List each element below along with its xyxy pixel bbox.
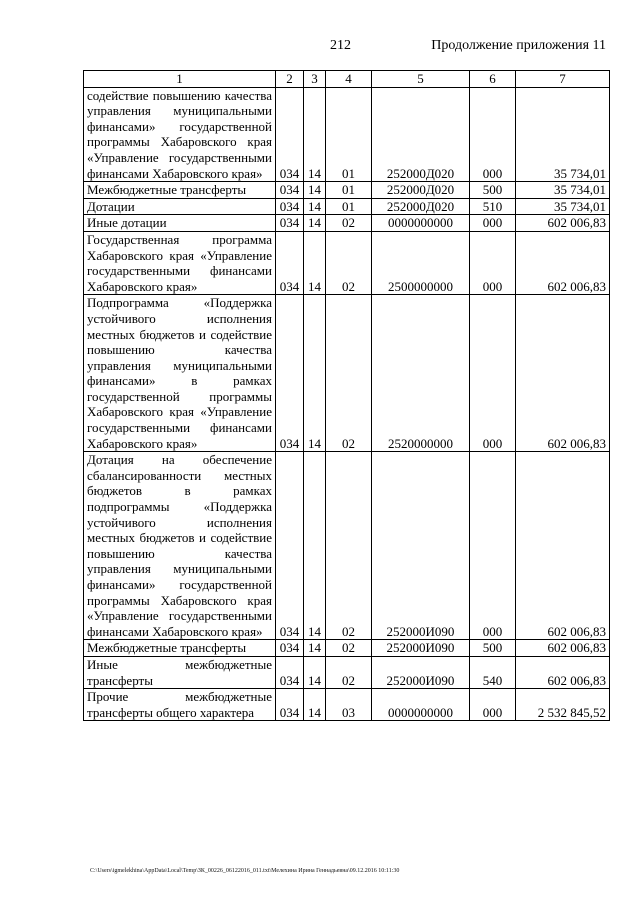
table-cell: 034: [276, 87, 304, 182]
table-row: [84, 656, 610, 688]
table-cell: 14: [304, 231, 326, 294]
table-cell: 034: [276, 295, 304, 452]
table-cell: 02: [326, 215, 372, 232]
table-cell: 14: [304, 640, 326, 657]
table-cell: 01: [326, 87, 372, 182]
table-cell: 01: [326, 182, 372, 199]
table-cell: 252000И090: [372, 452, 470, 640]
table-cell: 034: [276, 231, 304, 294]
column-header: 5: [372, 71, 470, 88]
table-cell: 35 734,01: [516, 87, 610, 182]
table-cell: 14: [304, 689, 326, 721]
table-cell: 02: [326, 295, 372, 452]
table-cell: Межбюджетные трансферты: [84, 182, 276, 199]
table-cell: 2 532 845,52: [516, 689, 610, 721]
table-cell: 602 006,83: [516, 231, 610, 294]
table-row: [84, 87, 610, 182]
table-cell: 000: [470, 452, 516, 640]
table-cell: Дотации: [84, 198, 276, 215]
table-cell: 14: [304, 87, 326, 182]
table-cell: 35 734,01: [516, 182, 610, 199]
table-cell: Прочие межбюджетные трансферты общего характера: [84, 689, 276, 721]
table-row: [84, 452, 610, 640]
table-cell: Иные межбюджетные трансферты: [84, 656, 276, 688]
table-row: [84, 215, 610, 232]
table-cell: 602 006,83: [516, 215, 610, 232]
table-cell: 034: [276, 689, 304, 721]
table-cell: 602 006,83: [516, 656, 610, 688]
table-cell: 252000Д020: [372, 198, 470, 215]
table-cell: 252000И090: [372, 640, 470, 657]
table-row: [84, 198, 610, 215]
table-cell: 0000000000: [372, 215, 470, 232]
table-cell: 14: [304, 182, 326, 199]
page-caption: Продолжение приложения 11: [431, 38, 606, 53]
table-cell: Государственная программа Хабаровского края «Управление государственными финансами Хабаровского края»: [84, 231, 276, 294]
table-cell: 0000000000: [372, 689, 470, 721]
table-cell: 14: [304, 656, 326, 688]
table-cell: 500: [470, 182, 516, 199]
table-cell: 034: [276, 656, 304, 688]
table-cell: Межбюджетные трансферты: [84, 640, 276, 657]
table-cell: Подпрограмма «Поддержка устойчивого исполнения местных бюджетов и содействие повышению качества управления муниципальными финансами» в рамках государственной программы Хабаровского края «Управление государственными финансами Хабаровского края»: [84, 295, 276, 452]
table-cell: 14: [304, 215, 326, 232]
table-cell: 14: [304, 295, 326, 452]
table-header-row: [84, 71, 610, 88]
page-number: 212: [330, 38, 351, 53]
column-header: 3: [304, 71, 326, 88]
table-cell: 034: [276, 198, 304, 215]
table-row: [84, 640, 610, 657]
table-cell: 2500000000: [372, 231, 470, 294]
footer-path: C:\Users\igmelekhina\AppData\Local\Temp\ЗК_00226_06122016_011.txt\Мелехина Ирина Геннадьевна\09.12.2016 10:11:30: [90, 868, 400, 874]
table-cell: Иные дотации: [84, 215, 276, 232]
table-cell: 000: [470, 231, 516, 294]
column-header: 4: [326, 71, 372, 88]
table-cell: 034: [276, 452, 304, 640]
table-cell: 03: [326, 689, 372, 721]
table-cell: 02: [326, 656, 372, 688]
table-cell: 034: [276, 182, 304, 199]
table-cell: 02: [326, 231, 372, 294]
table-row: [84, 182, 610, 199]
table-cell: 510: [470, 198, 516, 215]
table-cell: 000: [470, 295, 516, 452]
table-cell: 602 006,83: [516, 452, 610, 640]
table-cell: 602 006,83: [516, 640, 610, 657]
table-cell: 500: [470, 640, 516, 657]
column-header: 2: [276, 71, 304, 88]
table-cell: 252000Д020: [372, 182, 470, 199]
table-cell: Дотация на обеспечение сбалансированности местных бюджетов в рамках подпрограммы «Поддержка устойчивого исполнения местных бюджетов и содействие повышению качества управления муниципальными финансами» государственной программы Хабаровского края «Управление государственными финансами Хабаровского края»: [84, 452, 276, 640]
table-cell: 034: [276, 215, 304, 232]
table-cell: 252000Д020: [372, 87, 470, 182]
budget-table: [83, 70, 610, 721]
table-row: [84, 231, 610, 294]
column-header: 6: [470, 71, 516, 88]
table-cell: 000: [470, 689, 516, 721]
table-cell: содействие повышению качества управления муниципальными финансами» государственной программы Хабаровского края «Управление государственными финансами Хабаровского края»: [84, 87, 276, 182]
table-cell: 02: [326, 452, 372, 640]
column-header: 7: [516, 71, 610, 88]
table-cell: 034: [276, 640, 304, 657]
table-cell: 01: [326, 198, 372, 215]
table-cell: 02: [326, 640, 372, 657]
table-cell: 14: [304, 452, 326, 640]
table-row: [84, 295, 610, 452]
table-row: [84, 689, 610, 721]
table-cell: 2520000000: [372, 295, 470, 452]
column-header: 1: [84, 71, 276, 88]
table-body: [84, 87, 610, 721]
table-cell: 14: [304, 198, 326, 215]
table-cell: 000: [470, 215, 516, 232]
table-cell: 252000И090: [372, 656, 470, 688]
table-cell: 540: [470, 656, 516, 688]
table-cell: 35 734,01: [516, 198, 610, 215]
table-cell: 602 006,83: [516, 295, 610, 452]
table-cell: 000: [470, 87, 516, 182]
